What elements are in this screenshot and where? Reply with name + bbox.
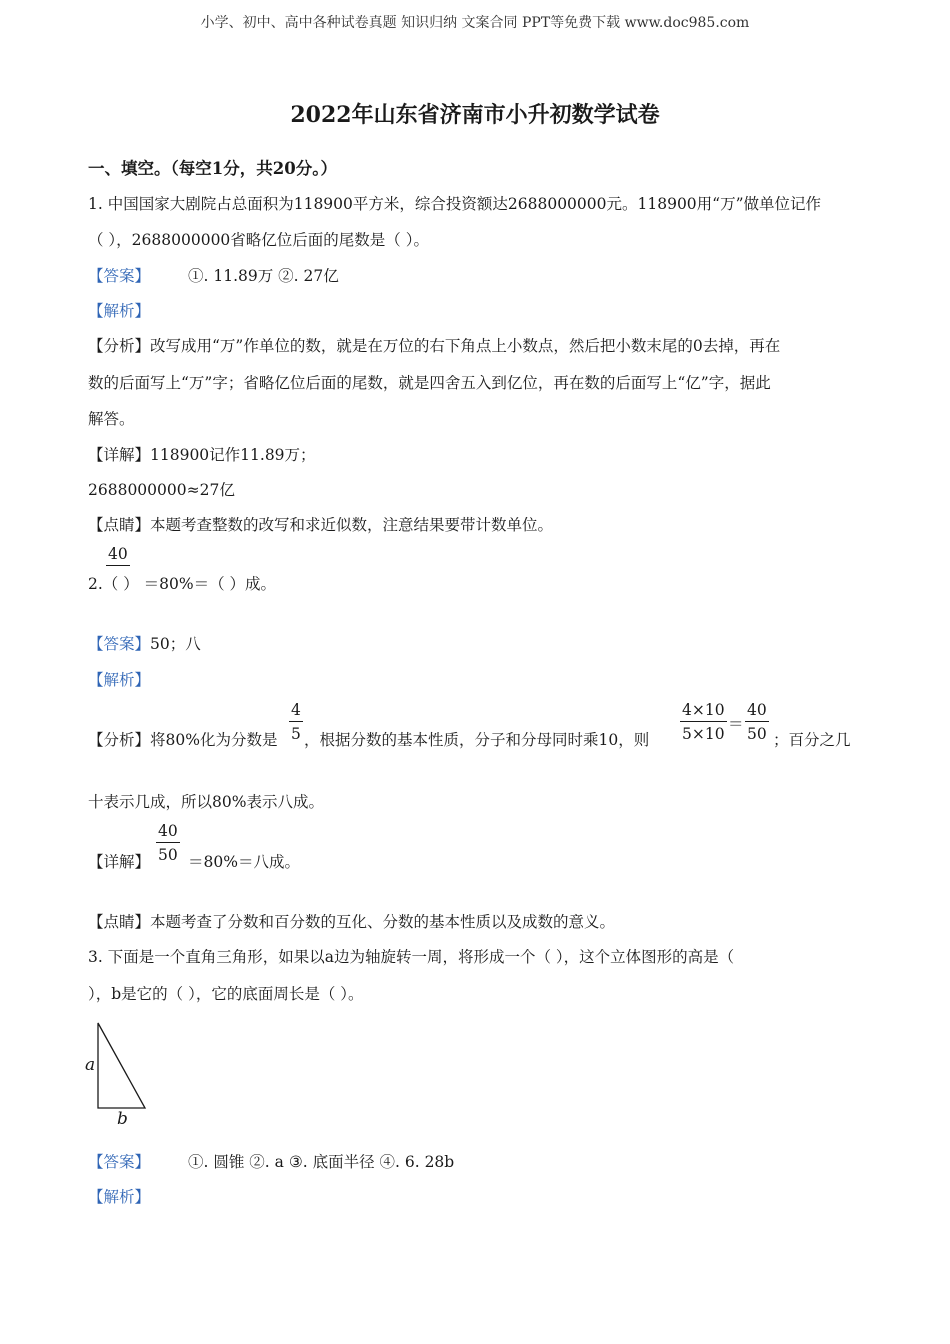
- q2-fenxi-line2: 十表示几成，所以80%表示八成。: [88, 793, 324, 811]
- q1-line1: 1. 中国国家大剧院占总面积为118900平方米，综合投资额达2688000000元。118900用“万”做单位记作: [88, 195, 822, 213]
- q2-fraction-4-5: [289, 701, 303, 743]
- triangle-label-b: b: [117, 1109, 128, 1129]
- q2-fraction-40-50: [745, 701, 769, 743]
- q2-fenxi-a: 【分析】将80%化为分数是: [88, 731, 278, 749]
- q3-answer: ①. 圆锥 ②. a ③. 底面半径 ④. 6. 28b: [188, 1153, 455, 1171]
- q2-answer-row: [88, 632, 201, 654]
- q1-fenxi-line3: 解答。: [88, 410, 135, 428]
- triangle-label-a: a: [85, 1055, 96, 1075]
- q1-xiangjie-line2: 2688000000≈27亿: [88, 481, 235, 499]
- fraction-denominator: 5: [291, 725, 301, 743]
- q2-line: 2.（ ） ＝80%＝（ ）成。: [88, 575, 277, 593]
- fraction-numerator: 4×10: [682, 701, 725, 719]
- q2-xiangjie-rest: ＝80%＝八成。: [188, 853, 300, 871]
- q3-line2: ），b是它的（ ），它的底面周长是（ ）。: [88, 985, 364, 1003]
- q1-xiangjie-line1: 【详解】118900记作11.89万；: [88, 446, 316, 464]
- q3-answer-row: [88, 1150, 454, 1172]
- jiexi-label: 【解析】: [88, 671, 151, 689]
- page-title: 2022年山东省济南市小升初数学试卷: [290, 102, 660, 128]
- section-heading: 一、填空。（每空1分，共20分。）: [88, 159, 337, 178]
- q1-dianjing: 【点睛】本题考查整数的改写和求近似数，注意结果要带计数单位。: [88, 516, 554, 534]
- triangle-shape: [98, 1023, 145, 1108]
- answer-label: 【答案】: [88, 267, 151, 285]
- jiexi-label: 【解析】: [88, 1188, 151, 1206]
- fraction-denominator: 50: [158, 846, 178, 864]
- q1-answer: ①. 11.89万 ②. 27亿: [188, 267, 339, 285]
- fraction-denominator: 5×10: [682, 725, 725, 743]
- answer-label: 【答案】: [88, 1153, 151, 1171]
- fraction-numerator: 40: [158, 822, 178, 840]
- q2-frac-numerator: 40: [108, 545, 128, 563]
- page-header: 小学、初中、高中各种试卷真题 知识归纳 文案合同 PPT等免费下载 www.doc985.com: [200, 15, 750, 31]
- q3-line1: 3. 下面是一个直角三角形，如果以a边为轴旋转一周，将形成一个（ ），这个立体图形的高是（: [88, 948, 735, 966]
- fraction-numerator: 4: [291, 701, 301, 719]
- q2-fraction-4x10: [680, 701, 727, 743]
- q1-line2: （ ），2688000000省略亿位后面的尾数是（ ）。: [88, 231, 429, 249]
- q2-xiangjie-fraction: [156, 822, 180, 864]
- q1-fenxi-line1: 【分析】改写成用“万”作单位的数，就是在万位的右下角点上小数点，然后把小数末尾的0去掉，再在: [88, 337, 781, 355]
- right-triangle-figure: [94, 1018, 154, 1114]
- fraction-bar: [106, 565, 130, 566]
- q1-answer-row: [88, 264, 339, 286]
- jiexi-label: 【解析】: [88, 302, 151, 320]
- q2-xiangjie-label: 【详解】: [88, 853, 151, 871]
- fraction-numerator: 40: [747, 701, 767, 719]
- answer-label: 【答案】: [88, 635, 151, 653]
- q2-fenxi-b: ，根据分数的基本性质，分子和分母同时乘10，则: [304, 731, 650, 749]
- q2-dianjing: 【点睛】本题考查了分数和百分数的互化、分数的基本性质以及成数的意义。: [88, 913, 616, 931]
- fraction-denominator: 50: [747, 725, 767, 743]
- q2-answer: 50；八: [150, 635, 201, 653]
- q2-fenxi-c: ；百分之几: [773, 731, 851, 749]
- equals-sign: ＝: [728, 715, 744, 733]
- q1-fenxi-line2: 数的后面写上“万”字；省略亿位后面的尾数，就是四舍五入到亿位，再在数的后面写上“亿”字，据此: [88, 374, 771, 392]
- q2-fraction: [106, 545, 130, 566]
